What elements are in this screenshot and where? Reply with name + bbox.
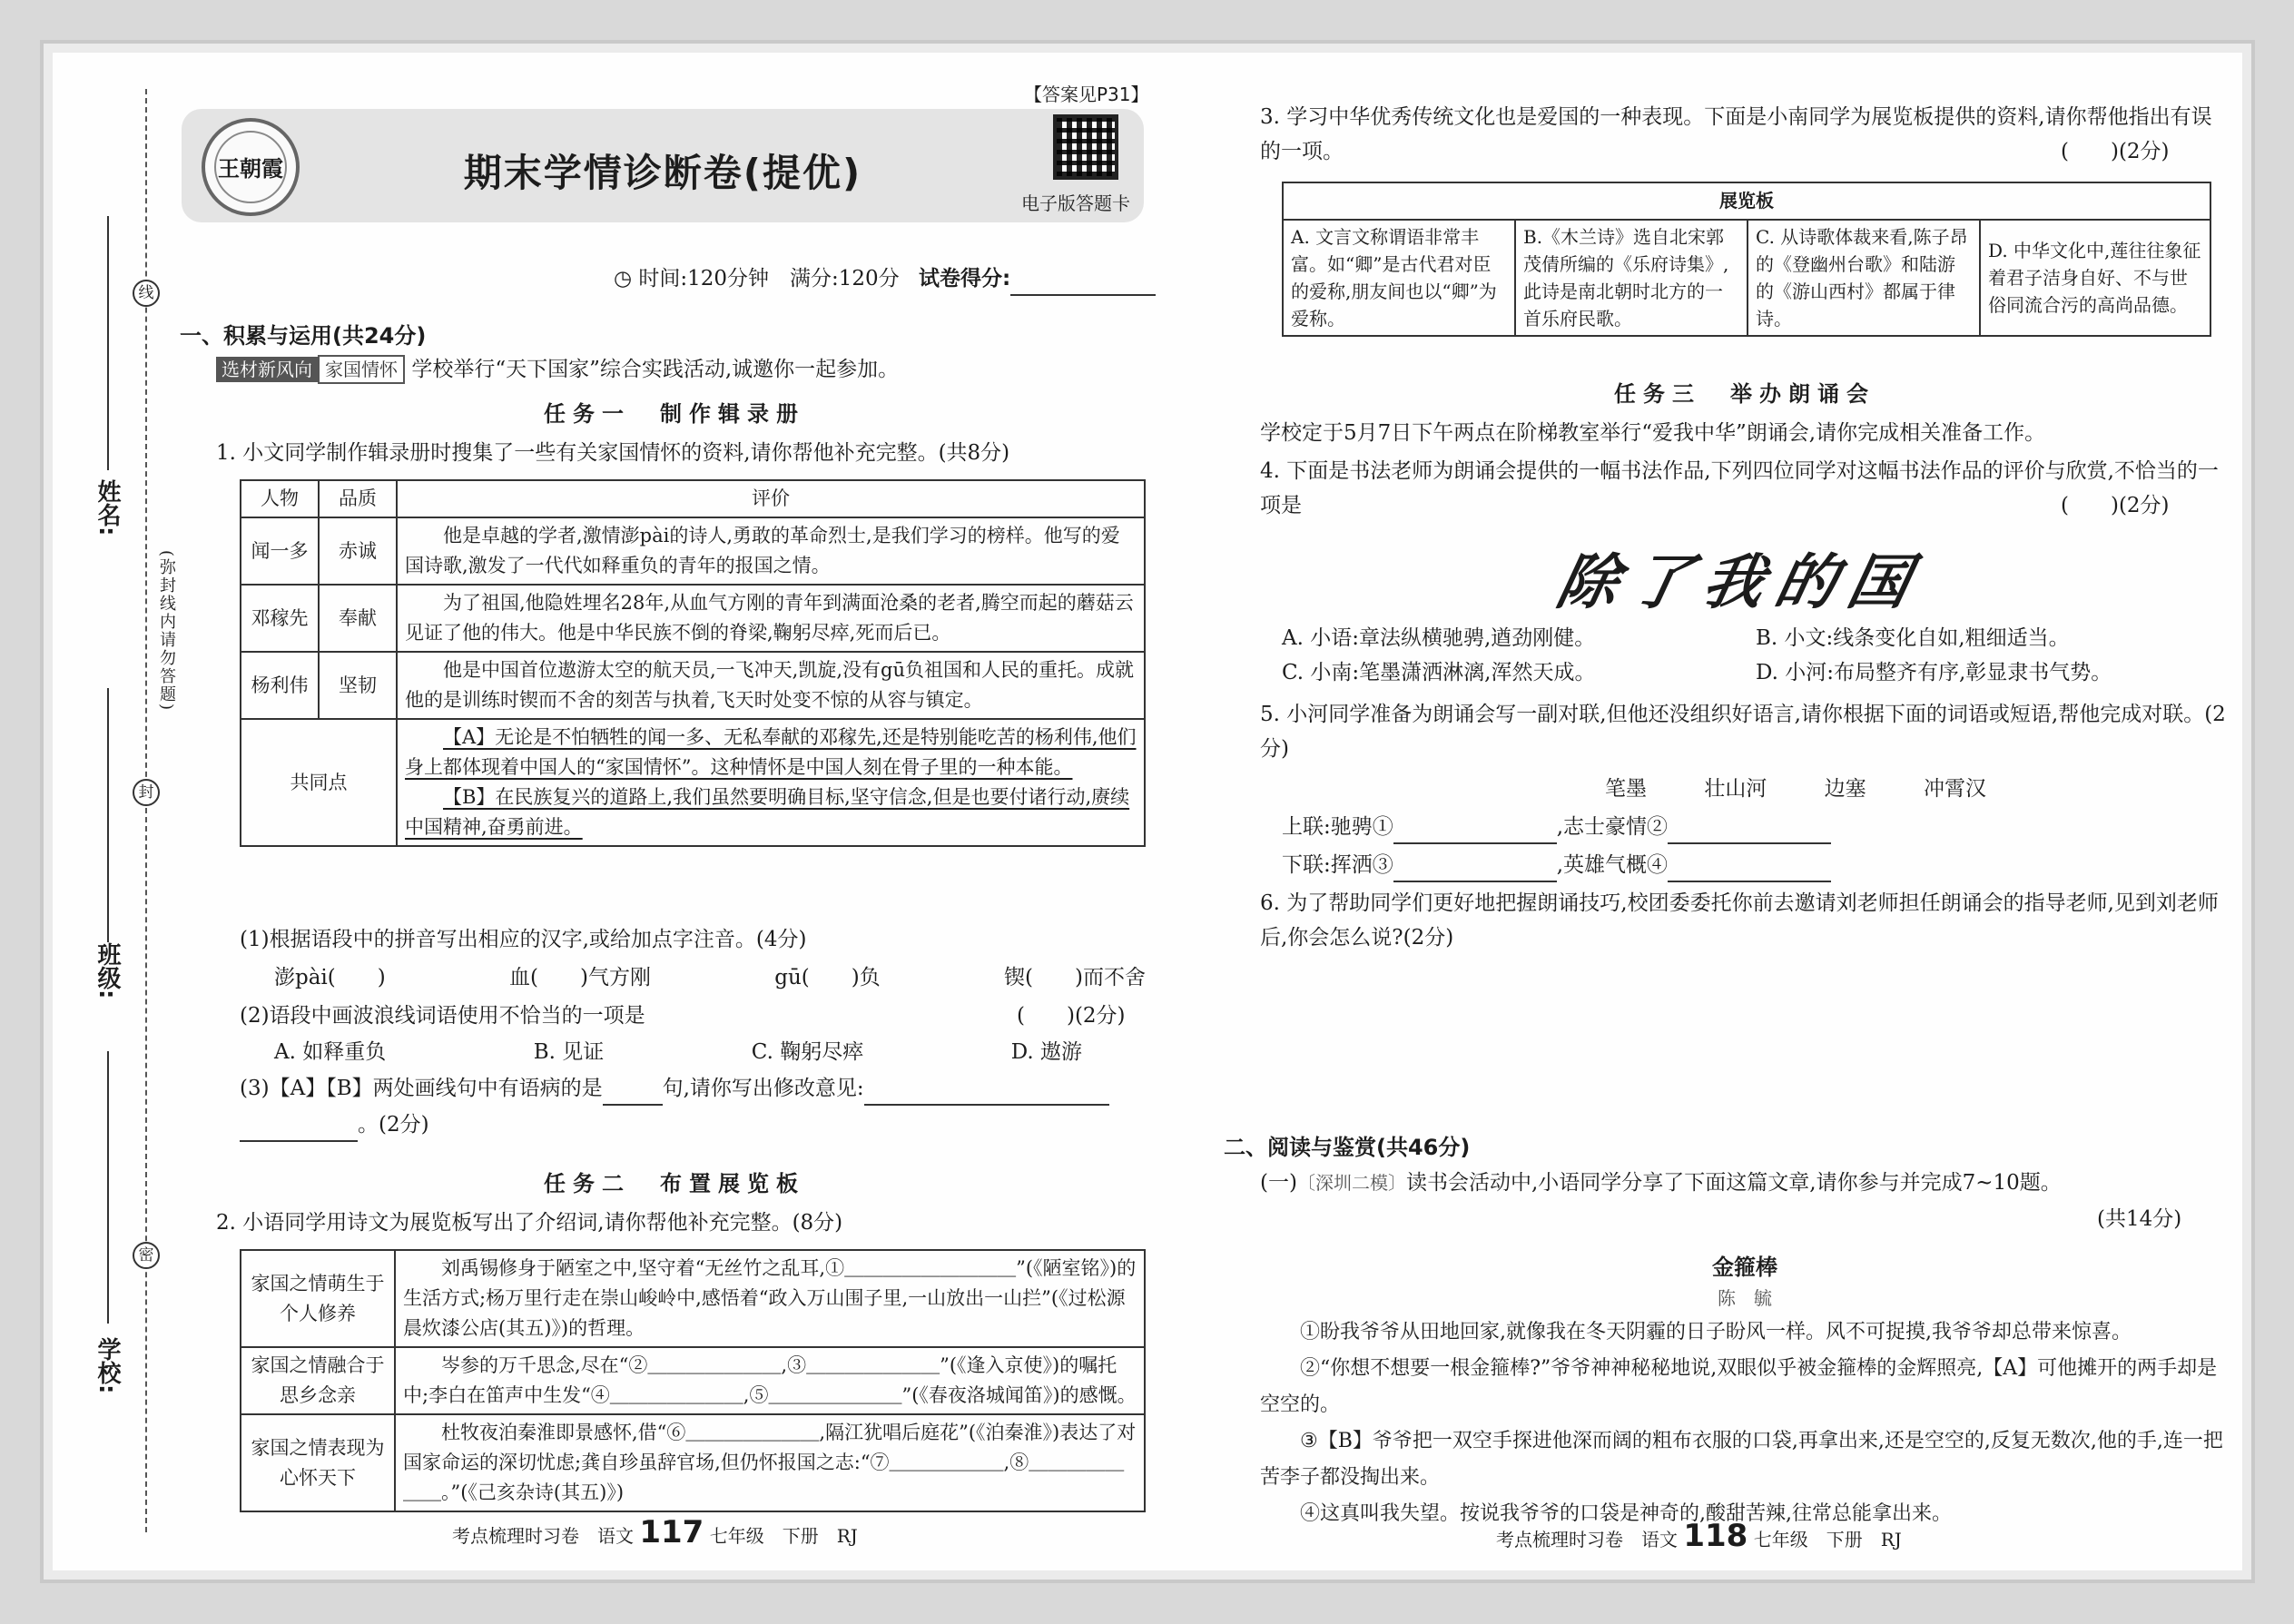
time-score-info: 时间:120分钟 满分:120分 xyxy=(638,267,900,290)
couplet-upper-a: 上联:驰骋① xyxy=(1282,815,1393,839)
word-item: 冲霄汉 xyxy=(1923,777,1986,801)
title-banner xyxy=(182,109,1144,222)
q4-score[interactable]: ( )(2分) xyxy=(2061,494,2170,517)
q1-2-stem: (2)语段中画波浪线词语使用不恰当的一项是 xyxy=(240,1004,645,1028)
binding-note: (弥封线内请勿答题) xyxy=(157,550,176,713)
footer-book: 考点梳理时习卷 语文 xyxy=(1496,1529,1678,1550)
q5-word-bank xyxy=(1605,772,1986,806)
poem-row-text: 杜牧夜泊秦淮即景感怀,借“⑥＿＿＿＿＿＿＿,隔江犹唱后庭花”(《泊秦淮》)表达了对国家命运的深切忧虑;龚自珍虽辞官场,但仍怀报国之志:“⑦＿＿＿＿＿＿,⑧＿＿＿＿＿＿＿。”(《己亥杂诗(其五)》) xyxy=(395,1414,1145,1511)
table-header-row xyxy=(241,480,1145,517)
common-sentence-a: 【A】无论是不怕牺牲的闻一多、无私奉献的邓稼先,还是特别能吃苦的杨利伟,他们身上都体现着中国人的“家国情怀”。这种情怀是中国人刻在骨子里的一种本能。 xyxy=(405,726,1137,778)
footer-right xyxy=(1496,1518,1902,1554)
table-row xyxy=(241,585,1145,652)
class-label[interactable]: 班级: xyxy=(94,942,121,999)
poem-row-head: 家国之情表现为心怀天下 xyxy=(241,1414,395,1511)
reading-intro-b: 读书会活动中,小语同学分享了下面这篇文章,请你参与并完成7~10题。 xyxy=(1405,1171,2062,1195)
poem-row-head: 家国之情萌生于个人修养 xyxy=(241,1250,395,1347)
section1-heading: 一、积累与运用(共24分) xyxy=(180,323,427,349)
page-number-right: 118 xyxy=(1683,1518,1748,1554)
option-d[interactable]: D. 小河:布局整齐有序,彰显隶书气势。 xyxy=(1756,661,2112,684)
article-title: 金箍棒 xyxy=(1712,1255,1777,1280)
option-a[interactable]: A. 如释重负 xyxy=(274,1040,387,1064)
footer-grade: 七年级 下册 RJ xyxy=(709,1525,858,1547)
score-field[interactable] xyxy=(1010,274,1156,296)
word-item: 壮山河 xyxy=(1704,777,1767,801)
score-label: 试卷得分: xyxy=(919,267,1011,290)
row-quality: 赤诚 xyxy=(319,517,397,585)
row-person: 闻一多 xyxy=(241,517,319,585)
name-label[interactable]: 姓名: xyxy=(94,479,121,536)
q1-2-score[interactable]: ( )(2分) xyxy=(1017,1004,1126,1028)
reading-source-tag: 〔深圳二模〕 xyxy=(1296,1172,1406,1194)
q1-2-options xyxy=(274,1035,1082,1069)
q1-1-item[interactable]: 血( )气方刚 xyxy=(509,966,651,989)
q6-stem: 6. 为了帮助同学们更好地把握朗诵技巧,校团委委托你前去邀请刘老师担任朗诵会的指导老师,见到刘老师后,你会怎么说?(2分) xyxy=(1260,891,2219,950)
q1-stem: 1. 小文同学制作辑录册时搜集了一些有关家国情怀的资料,请你帮他补充完整。(共8分) xyxy=(216,441,1010,465)
reading-score: (共14分) xyxy=(2097,1207,2182,1231)
name-line xyxy=(107,216,109,470)
class-line xyxy=(107,688,109,942)
exam-sheet xyxy=(53,53,2242,1570)
calligraphy-image: 除了我的国 xyxy=(1551,546,1930,617)
article-paragraph-2: ②“你想不想要一根金箍棒?”爷爷神神秘秘地说,双眼似乎被金箍棒的金辉照亮,【A】可他摊开的两手却是空空的。 xyxy=(1260,1357,2218,1416)
reading-intro xyxy=(1260,1166,2062,1200)
table-row xyxy=(241,652,1145,719)
couplet-field-3[interactable] xyxy=(1393,861,1557,882)
binding-mark-seal: 封 xyxy=(133,779,160,806)
task2-heading: 任务二 布置展览板 xyxy=(544,1171,805,1196)
word-item: 边塞 xyxy=(1824,777,1866,801)
q1-3 xyxy=(240,1071,1109,1106)
option-c[interactable]: C. 鞠躬尽瘁 xyxy=(751,1040,864,1064)
q5-stem: 5. 小河同学准备为朗诵会写一副对联,但他还没组织好语言,请你根据下面的词语或短语,帮他完成对联。(2分) xyxy=(1260,703,2226,761)
task3-intro: 学校定于5月7日下午两点在阶梯教室举行“爱我中华”朗诵会,请你完成相关准备工作。 xyxy=(1260,421,2046,445)
couplet-field-1[interactable] xyxy=(1393,822,1557,844)
q1-3-sentence-field[interactable] xyxy=(603,1084,663,1106)
table-header-row xyxy=(1283,182,2210,220)
couplet-lower xyxy=(1282,848,1831,882)
footer-left xyxy=(452,1514,858,1550)
intro-text: 学校举行“天下国家”综合实践活动,诚邀你一起参加。 xyxy=(411,358,900,381)
q4-stem: 4. 下面是书法老师为朗诵会提供的一幅书法作品,下列四位同学对这幅书法作品的评价与欣赏,不恰当的一项是 xyxy=(1260,459,2219,517)
clock-icon: ◷ xyxy=(614,267,639,290)
option-b[interactable]: B. 见证 xyxy=(533,1040,605,1064)
school-line xyxy=(107,1051,109,1324)
common-label: 共同点 xyxy=(241,719,397,846)
q1-3-answer-field[interactable] xyxy=(864,1084,1109,1106)
tag-new-trend: 选材新风向 xyxy=(216,357,318,382)
row-person: 邓稼先 xyxy=(241,585,319,652)
q1-1-item[interactable]: 澎pài( ) xyxy=(274,966,386,989)
q6-answer-area[interactable] xyxy=(1282,960,2230,1115)
q4-options xyxy=(1282,621,2230,690)
q1-3-score: 。(2分) xyxy=(358,1113,429,1137)
option-c[interactable]: C. 小南:笔墨潇洒淋漓,浑然天成。 xyxy=(1282,661,1596,684)
task1-heading: 任务一 制作辑录册 xyxy=(544,401,805,427)
row-quality: 坚韧 xyxy=(319,652,397,719)
exam-title: 期末学情诊断卷(提优) xyxy=(463,151,862,195)
exam-meta xyxy=(614,261,1156,296)
couplet-lower-a: 下联:挥洒③ xyxy=(1282,853,1393,877)
table-profiles xyxy=(240,479,1146,847)
table-poems xyxy=(240,1249,1146,1512)
option-d[interactable]: D. 遨游 xyxy=(1010,1040,1082,1064)
q1-3-line2 xyxy=(240,1107,429,1142)
row-comment: 为了祖国,他隐姓埋名28年,从血气方刚的青年到满面沧桑的老者,腾空而起的蘑菇云见证了他的伟大。他是中华民族不倒的脊梁,鞠躬尽瘁,死而后已。 xyxy=(397,585,1145,652)
table-row xyxy=(241,517,1145,585)
logo-text: 王朝霞 xyxy=(214,131,287,203)
poem-row-head: 家国之情融合于思乡念亲 xyxy=(241,1347,395,1414)
exhibit-option-a: A. 文言文称谓语非常丰富。如“卿”是古代君对臣的爱称,朋友间也以“卿”为爱称。 xyxy=(1283,220,1515,336)
article-paragraph-4: ④这真叫我失望。按说我爷爷的口袋是神奇的,酸甜苦辣,往常总能拿出来。 xyxy=(1300,1502,1952,1525)
common-text xyxy=(397,719,1145,846)
couplet-field-4[interactable] xyxy=(1668,861,1831,882)
option-a[interactable]: A. 小语:章法纵横驰骋,遒劲刚健。 xyxy=(1282,626,1596,650)
article-author: 陈 毓 xyxy=(1718,1287,1772,1309)
col-quality: 品质 xyxy=(319,480,397,517)
exhibit-option-d: D. 中华文化中,莲往往象征着君子洁身自好、不与世俗同流合污的高尚品德。 xyxy=(1980,220,2210,336)
article-paragraph-1: ①盼我爷爷从田地回家,就像我在冬天阴霾的日子盼风一样。风不可捉摸,我爷爷却总带来惊喜。 xyxy=(1300,1321,2132,1343)
table-row-common xyxy=(241,719,1145,846)
col-comment: 评价 xyxy=(397,480,1145,517)
exhibit-option-c: C. 从诗歌体裁来看,陈子昂的《登幽州台歌》和陆游的《游山西村》都属于律诗。 xyxy=(1748,220,1980,336)
poem-row-text: 岑参的万千思念,尽在“②＿＿＿＿＿＿＿,③＿＿＿＿＿＿＿”(《逢入京使》)的嘱托中;李白在笛声中生发“④＿＿＿＿＿＿＿,⑤＿＿＿＿＿＿＿”(《春夜洛城闻笛》)的感慨。 xyxy=(395,1347,1145,1414)
word-item: 笔墨 xyxy=(1605,777,1647,801)
answer-reference: 【答案见P31】 xyxy=(1024,84,1149,105)
qr-code-icon[interactable] xyxy=(1053,114,1118,180)
binding-mark-secret: 密 xyxy=(133,1242,160,1269)
task3-heading: 任务三 举办朗诵会 xyxy=(1614,381,1876,407)
section2-heading: 二、阅读与鉴赏(共46分) xyxy=(1224,1135,1471,1160)
table-row xyxy=(1283,220,2210,336)
article-paragraph-3: ③【B】爷爷把一双空手探进他深而阔的粗布衣服的口袋,再拿出来,还是空空的,反复无数次,他的手,连一把苦李子都没掏出来。 xyxy=(1260,1430,2223,1489)
exhibit-option-b: B.《木兰诗》选自北宋郭茂倩所编的《乐府诗集》,此诗是南北朝时北方的一首乐府民歌。 xyxy=(1515,220,1748,336)
q3-score[interactable]: ( )(2分) xyxy=(2061,140,2170,163)
q1-1-item[interactable]: gū( )负 xyxy=(774,966,881,989)
couplet-upper-b: ,志士豪情② xyxy=(1556,815,1669,839)
table-row xyxy=(241,1414,1145,1511)
q1-3-answer-field-2[interactable] xyxy=(240,1120,358,1142)
row-comment: 他是卓越的学者,激情澎pài的诗人,勇敢的革命烈士,是我们学习的榜样。他写的爱国诗歌,激发了一代代如释重负的青年的报国之情。 xyxy=(397,517,1145,585)
binding-mark-line: 线 xyxy=(133,280,160,307)
table-row xyxy=(241,1347,1145,1414)
q3-stem: 3. 学习中华优秀传统文化也是爱国的一种表现。下面是小南同学为展览板提供的资料,请你帮他指出有误的一项。 xyxy=(1260,105,2212,163)
common-sentence-b: 【B】在民族复兴的道路上,我们虽然要明确目标,坚守信念,但是也要付诸行动,赓续中国精神,奋勇前进。 xyxy=(405,786,1130,838)
tag-patriotism: 家国情怀 xyxy=(318,355,405,384)
row-comment: 他是中国首位遨游太空的航天员,一飞冲天,凯旋,没有gū负祖国和人民的重托。成就他的是训练时锲而不舍的刻苦与执着,飞天时处变不惊的从容与镇定。 xyxy=(397,652,1145,719)
school-label[interactable]: 学校: xyxy=(94,1337,121,1394)
couplet-upper xyxy=(1282,810,1831,844)
footer-grade: 七年级 下册 RJ xyxy=(1753,1529,1902,1550)
q1-1-item[interactable]: 锲( )而不舍 xyxy=(1004,966,1146,989)
col-person: 人物 xyxy=(241,480,319,517)
activity-intro xyxy=(216,352,899,387)
poem-row-text: 刘禹锡修身于陋室之中,坚守着“无丝竹之乱耳,①＿＿＿＿＿＿＿＿＿”(《陋室铭》)的生活方式;杨万里行走在崇山峻岭中,感悟着“政入万山围子里,一山放出一山拦”(《过松源晨炊漆公店(其五)》)的哲理。 xyxy=(395,1250,1145,1347)
table-row xyxy=(241,1250,1145,1347)
reading-intro-a: (一) xyxy=(1260,1171,1297,1195)
q2-stem: 2. 小语同学用诗文为展览板写出了介绍词,请你帮他补充完整。(8分) xyxy=(216,1211,843,1235)
q1-3-stem: (3)【A】【B】两处画线句中有语病的是 xyxy=(240,1077,603,1100)
q1-3-stem-2: 句,请你写出修改意见: xyxy=(662,1077,864,1100)
row-quality: 奉献 xyxy=(319,585,397,652)
couplet-field-2[interactable] xyxy=(1668,822,1831,844)
table-exhibit xyxy=(1282,182,2211,337)
row-person: 杨利伟 xyxy=(241,652,319,719)
qr-caption: 电子版答题卡 xyxy=(1021,192,1130,214)
footer-book: 考点梳理时习卷 语文 xyxy=(452,1525,634,1547)
exhibit-title: 展览板 xyxy=(1283,182,2210,220)
option-b[interactable]: B. 小文:线条变化自如,粗细适当。 xyxy=(1756,626,2070,650)
q1-1-stem: (1)根据语段中的拼音写出相应的汉字,或给加点字注音。(4分) xyxy=(240,928,807,951)
couplet-lower-b: ,英雄气概④ xyxy=(1556,853,1669,877)
page-number-left: 117 xyxy=(639,1514,704,1550)
q1-1-items xyxy=(274,960,1146,995)
